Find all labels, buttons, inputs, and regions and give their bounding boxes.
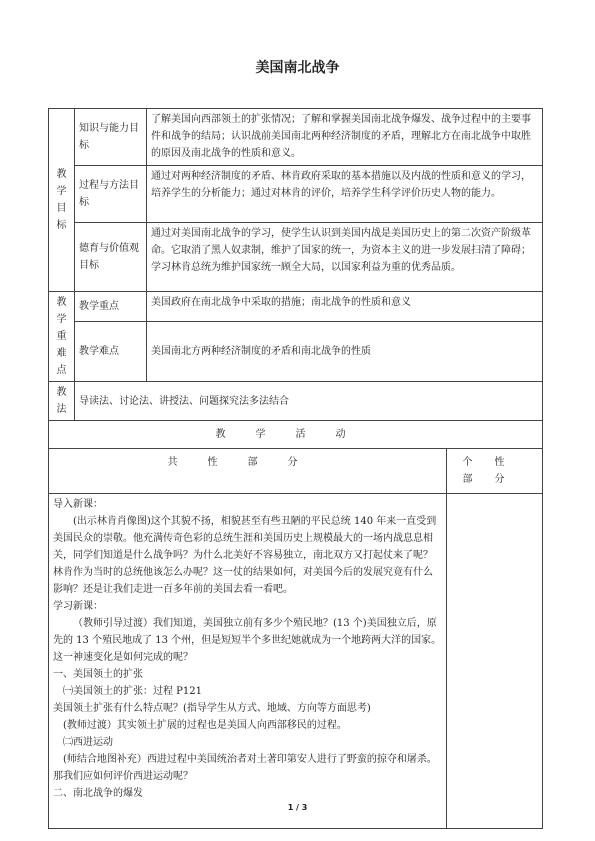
method-row xyxy=(49,382,543,421)
learn-paragraph: （教师引导过渡）我们知道，美国独立前有多少个殖民地？(13 个)美国独立后，原先的 13 个殖民地成了 13 个州，但是短短半个多世纪她就成为一个地跨两大洋的国家。这一神速变化是如何完成的呢？ xyxy=(53,618,442,663)
objective-row-moral xyxy=(49,223,543,292)
method-text: 导读法、讨论法、讲授法、问题探究法多法结合 xyxy=(75,382,543,421)
westward-paragraph: (师结合地图补充）西进过程中美国统治者对土著印第安人进行了野蛮的掠夺和屠杀。那我们应如何评价西进运动呢？ xyxy=(53,754,437,782)
focus-row-difficulty xyxy=(49,322,543,382)
section-heading-2: 二、南北战争的爆发 xyxy=(53,788,143,799)
learn-heading: 学习新课： xyxy=(53,601,103,612)
individual-part-header: 个性部分 xyxy=(447,449,543,494)
page-number: 1 / 3 xyxy=(287,803,308,812)
question-paragraph: 美国领土扩张有什么特点呢？(指导学生从方式、地域、方向等方面思考) xyxy=(53,703,371,714)
subsection-heading-2: ㈡西进运动 xyxy=(63,737,113,748)
objective-label: 德育与价值观目标 xyxy=(75,223,147,292)
objective-text: 了解美国向西部领土的扩张情况；了解和掌握美国南北战争爆发、战争过程中的主要事件和战争的结局；认识战前美国南北两种经济制度的矛盾，理解北方在南北战争中取胜的原因及南北战争的性质和意义。 xyxy=(147,109,543,166)
lesson-plan-table xyxy=(48,108,543,829)
focus-row-key xyxy=(49,292,543,322)
key-point-label: 教学重点 xyxy=(75,292,147,322)
difficulty-text: 美国南北方两种经济制度的矛盾和南北战争的性质 xyxy=(147,322,543,382)
objective-label: 知识与能力目标 xyxy=(75,109,147,166)
page-title: 美国南北战争 xyxy=(255,60,340,76)
section-heading-1: 一、美国领土的扩张 xyxy=(53,669,143,680)
activities-header-row xyxy=(49,421,543,449)
common-part-header: 共性部分 xyxy=(49,449,447,494)
activities-header: 教学活动 xyxy=(49,421,543,449)
objective-row-process xyxy=(49,166,543,223)
subsection-heading-1: ㈠美国领土的扩张：过程 P121 xyxy=(63,686,202,697)
intro-paragraph: (出示林肯肖像图)这个其貌不扬，相貌甚至有些丑陋的平民总统 140 年来一直受到美国民众的崇敬。他充满传奇色彩的总统生涯和美国历史上规模最大的一场内战息息相关，同学们知道是什么战争吗？为什么北美好不容易独立，南北双方又打起仗来了呢？林肯作为当时的总统他该怎么办呢？这一仗的结果如何，对美国今后的发展究竟有什么影响？还是让我们走进一百多年前的美国去看一看吧。 xyxy=(53,516,437,595)
common-part-content xyxy=(49,494,447,829)
method-header: 教 法 xyxy=(49,382,75,421)
objective-label: 过程与方法目标 xyxy=(75,166,147,223)
focus-header: 教 学 重 难 点 xyxy=(49,292,75,382)
objective-text: 通过对两种经济制度的矛盾、林肯政府采取的基本措施以及内战的性质和意义的学习，培养学生的分析能力；通过对林肯的评价，培养学生科学评价历史人物的能力。 xyxy=(147,166,543,223)
objective-text: 通过对美国南北战争的学习，使学生认识到美国内战是美国历史上的第二次资产阶级革命。它取消了黑人奴隶制，维护了国家的统一，为资本主义的进一步发展扫清了障碍；学习林肯总统为维护国家统一顾全大局，以国家利益为重的优秀品质。 xyxy=(147,223,543,292)
difficulty-label: 教学难点 xyxy=(75,322,147,382)
transition-paragraph: (教师过渡）其实领土扩展的过程也是美国人向西部移民的过程。 xyxy=(63,720,347,731)
objective-row-knowledge xyxy=(49,109,543,166)
key-point-text: 美国政府在南北战争中采取的措施；南北战争的性质和意义 xyxy=(147,292,543,322)
individual-part-content xyxy=(447,494,543,829)
activities-content-row xyxy=(49,494,543,829)
intro-heading: 导入新课： xyxy=(53,499,103,510)
activities-subheader-row xyxy=(49,449,543,494)
objectives-header: 教 学 目 标 xyxy=(49,109,75,292)
